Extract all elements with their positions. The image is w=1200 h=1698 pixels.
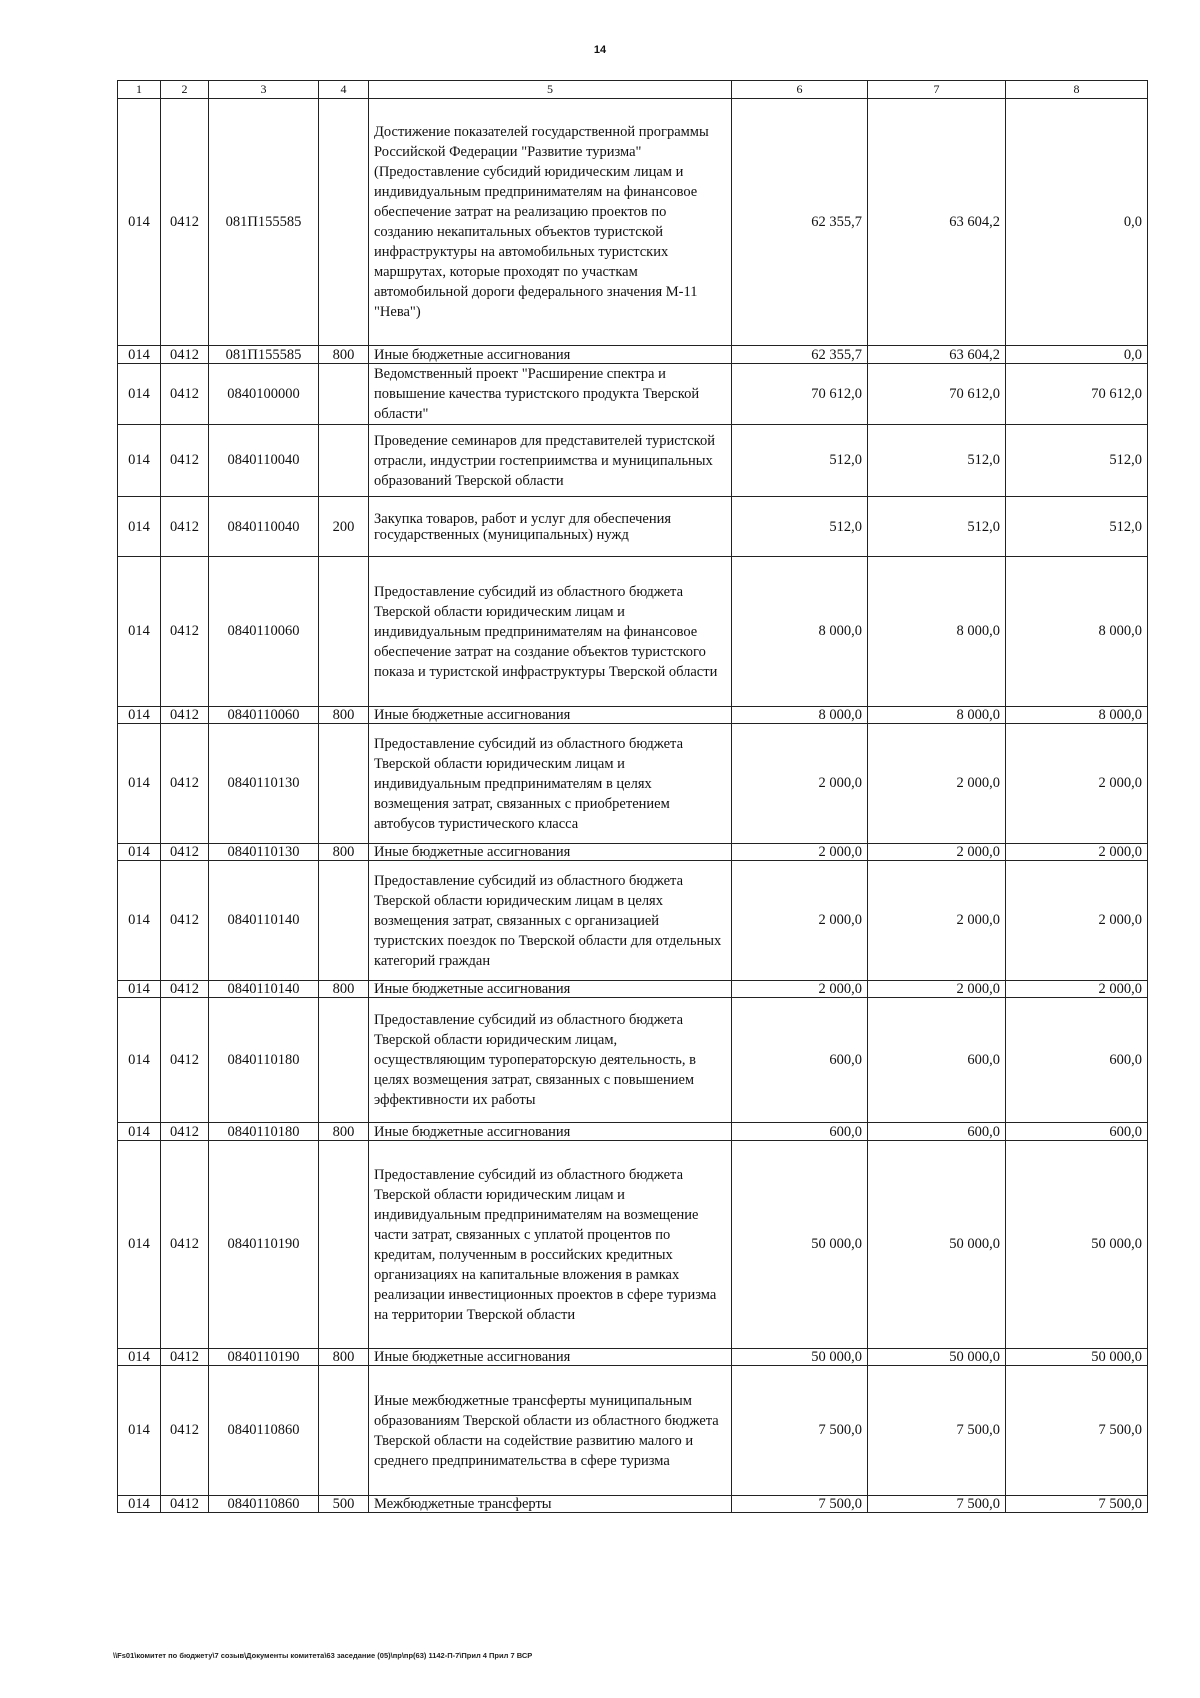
amount-col7-cell: 50 000,0 [868, 1141, 1006, 1349]
expense-type-cell: 500 [319, 1496, 369, 1513]
ministry-code-cell: 014 [118, 844, 161, 861]
amount-col8-cell: 50 000,0 [1006, 1349, 1148, 1366]
ministry-code-cell: 014 [118, 557, 161, 707]
amount-col8-cell: 70 612,0 [1006, 364, 1148, 425]
ministry-code-cell: 014 [118, 99, 161, 346]
section-code-cell: 0412 [161, 1496, 209, 1513]
description-cell: Закупка товаров, работ и услуг для обеспечения государственных (муниципальных) нужд [369, 497, 732, 557]
section-code-cell: 0412 [161, 99, 209, 346]
description-cell: Иные бюджетные ассигнования [369, 844, 732, 861]
section-code-cell: 0412 [161, 1366, 209, 1496]
column-header: 3 [209, 81, 319, 99]
ministry-code-cell: 014 [118, 1496, 161, 1513]
column-header: 4 [319, 81, 369, 99]
target-article-cell: 0840110040 [209, 497, 319, 557]
amount-col7-cell: 70 612,0 [868, 364, 1006, 425]
column-header: 2 [161, 81, 209, 99]
expense-type-cell [319, 724, 369, 844]
amount-col8-cell: 0,0 [1006, 346, 1148, 364]
amount-col6-cell: 62 355,7 [732, 99, 868, 346]
column-header: 7 [868, 81, 1006, 99]
ministry-code-cell: 014 [118, 346, 161, 364]
table-row [118, 1349, 1148, 1366]
description-cell: Иные бюджетные ассигнования [369, 707, 732, 724]
description-cell: Проведение семинаров для представителей туристской отрасли, индустрии гостеприимства и муниципальных образований Тверской области [369, 425, 732, 497]
amount-col7-cell: 63 604,2 [868, 99, 1006, 346]
ministry-code-cell: 014 [118, 1349, 161, 1366]
column-header: 5 [369, 81, 732, 99]
amount-col6-cell: 600,0 [732, 998, 868, 1123]
section-code-cell: 0412 [161, 1349, 209, 1366]
table-row [118, 346, 1148, 364]
column-header: 1 [118, 81, 161, 99]
expense-type-cell [319, 557, 369, 707]
expense-type-cell: 800 [319, 981, 369, 998]
description-cell: Иные бюджетные ассигнования [369, 1123, 732, 1141]
amount-col7-cell: 50 000,0 [868, 1349, 1006, 1366]
amount-col7-cell: 8 000,0 [868, 707, 1006, 724]
column-header: 6 [732, 81, 868, 99]
expense-type-cell: 800 [319, 1349, 369, 1366]
amount-col7-cell: 8 000,0 [868, 557, 1006, 707]
amount-col6-cell: 2 000,0 [732, 861, 868, 981]
section-code-cell: 0412 [161, 497, 209, 557]
table-row [118, 1141, 1148, 1349]
expense-type-cell [319, 998, 369, 1123]
section-code-cell: 0412 [161, 346, 209, 364]
target-article-cell: 0840110860 [209, 1496, 319, 1513]
ministry-code-cell: 014 [118, 998, 161, 1123]
amount-col6-cell: 62 355,7 [732, 346, 868, 364]
target-article-cell: 0840110180 [209, 1123, 319, 1141]
section-code-cell: 0412 [161, 707, 209, 724]
table-row [118, 557, 1148, 707]
ministry-code-cell: 014 [118, 425, 161, 497]
description-cell: Предоставление субсидий из областного бюджета Тверской области юридическим лицам в целях возмещения затрат, связанных с организацией туристских поездок по Тверской области для отдельных категорий граждан [369, 861, 732, 981]
description-cell: Предоставление субсидий из областного бюджета Тверской области юридическим лицам и индивидуальным предпринимателям на финансовое обеспечение затрат на создание объектов туристского показа и туристской инфраструктуры Тверской области [369, 557, 732, 707]
amount-col6-cell: 2 000,0 [732, 981, 868, 998]
amount-col7-cell: 2 000,0 [868, 844, 1006, 861]
amount-col7-cell: 512,0 [868, 497, 1006, 557]
ministry-code-cell: 014 [118, 724, 161, 844]
expense-type-cell [319, 1366, 369, 1496]
section-code-cell: 0412 [161, 364, 209, 425]
amount-col8-cell: 0,0 [1006, 99, 1148, 346]
amount-col8-cell: 2 000,0 [1006, 861, 1148, 981]
amount-col7-cell: 2 000,0 [868, 981, 1006, 998]
amount-col8-cell: 8 000,0 [1006, 557, 1148, 707]
description-cell: Предоставление субсидий из областного бюджета Тверской области юридическим лицам, осуществляющим туроператорскую деятельность, в целях возмещения затрат, связанных с повышением эффективности их работы [369, 998, 732, 1123]
target-article-cell: 0840110060 [209, 707, 319, 724]
budget-table [117, 80, 1148, 1513]
table-row [118, 1496, 1148, 1513]
amount-col6-cell: 50 000,0 [732, 1141, 868, 1349]
table-body [118, 99, 1148, 1513]
amount-col6-cell: 2 000,0 [732, 844, 868, 861]
amount-col6-cell: 7 500,0 [732, 1366, 868, 1496]
ministry-code-cell: 014 [118, 707, 161, 724]
amount-col8-cell: 600,0 [1006, 998, 1148, 1123]
section-code-cell: 0412 [161, 844, 209, 861]
amount-col8-cell: 7 500,0 [1006, 1366, 1148, 1496]
expense-type-cell [319, 1141, 369, 1349]
footer-file-path: \\Fs01\комитет по бюджету\7 созыв\Документы комитета\63 заседание (05)\пр\пр(63) 1142-П-7\Прил 4 Прил 7 ВСР [113, 1651, 533, 1660]
amount-col7-cell: 7 500,0 [868, 1496, 1006, 1513]
amount-col6-cell: 8 000,0 [732, 557, 868, 707]
amount-col6-cell: 50 000,0 [732, 1349, 868, 1366]
target-article-cell: 0840110140 [209, 981, 319, 998]
amount-col7-cell: 512,0 [868, 425, 1006, 497]
target-article-cell: 081П155585 [209, 346, 319, 364]
section-code-cell: 0412 [161, 425, 209, 497]
target-article-cell: 0840110190 [209, 1141, 319, 1349]
description-cell: Ведомственный проект "Расширение спектра и повышение качества туристского продукта Тверской области" [369, 364, 732, 425]
section-code-cell: 0412 [161, 998, 209, 1123]
table-row [118, 364, 1148, 425]
expense-type-cell: 800 [319, 1123, 369, 1141]
ministry-code-cell: 014 [118, 861, 161, 981]
amount-col8-cell: 2 000,0 [1006, 724, 1148, 844]
table-row [118, 1366, 1148, 1496]
amount-col6-cell: 8 000,0 [732, 707, 868, 724]
description-cell: Предоставление субсидий из областного бюджета Тверской области юридическим лицам и индивидуальным предпринимателям на возмещение части затрат, связанных с уплатой процентов по кредитам, полученным в российских кредитных организациях на капитальные вложения в рамках реализации инвестиционных проектов в сфере туризма на территории Тверской области [369, 1141, 732, 1349]
section-code-cell: 0412 [161, 1141, 209, 1349]
target-article-cell: 0840110190 [209, 1349, 319, 1366]
header-row [118, 81, 1148, 99]
target-article-cell: 0840110130 [209, 844, 319, 861]
amount-col7-cell: 7 500,0 [868, 1366, 1006, 1496]
amount-col6-cell: 512,0 [732, 425, 868, 497]
description-cell: Межбюджетные трансферты [369, 1496, 732, 1513]
table-row [118, 425, 1148, 497]
amount-col7-cell: 63 604,2 [868, 346, 1006, 364]
expense-type-cell [319, 861, 369, 981]
amount-col8-cell: 2 000,0 [1006, 844, 1148, 861]
amount-col7-cell: 600,0 [868, 1123, 1006, 1141]
amount-col7-cell: 600,0 [868, 998, 1006, 1123]
amount-col6-cell: 70 612,0 [732, 364, 868, 425]
ministry-code-cell: 014 [118, 1366, 161, 1496]
description-cell: Иные бюджетные ассигнования [369, 1349, 732, 1366]
table-row [118, 998, 1148, 1123]
table-row [118, 861, 1148, 981]
ministry-code-cell: 014 [118, 497, 161, 557]
table-row [118, 707, 1148, 724]
table-row [118, 724, 1148, 844]
target-article-cell: 0840110060 [209, 557, 319, 707]
amount-col8-cell: 8 000,0 [1006, 707, 1148, 724]
expense-type-cell: 800 [319, 844, 369, 861]
amount-col8-cell: 512,0 [1006, 425, 1148, 497]
target-article-cell: 0840110130 [209, 724, 319, 844]
description-cell: Иные бюджетные ассигнования [369, 981, 732, 998]
expense-type-cell [319, 364, 369, 425]
target-article-cell: 0840110040 [209, 425, 319, 497]
ministry-code-cell: 014 [118, 364, 161, 425]
amount-col6-cell: 600,0 [732, 1123, 868, 1141]
ministry-code-cell: 014 [118, 1141, 161, 1349]
description-cell: Предоставление субсидий из областного бюджета Тверской области юридическим лицам и индивидуальным предпринимателям в целях возмещения затрат, связанных с приобретением автобусов туристического класса [369, 724, 732, 844]
target-article-cell: 0840110180 [209, 998, 319, 1123]
table-row [118, 844, 1148, 861]
amount-col6-cell: 7 500,0 [732, 1496, 868, 1513]
amount-col8-cell: 600,0 [1006, 1123, 1148, 1141]
section-code-cell: 0412 [161, 861, 209, 981]
expense-type-cell: 800 [319, 707, 369, 724]
amount-col8-cell: 7 500,0 [1006, 1496, 1148, 1513]
amount-col7-cell: 2 000,0 [868, 724, 1006, 844]
expense-type-cell [319, 425, 369, 497]
target-article-cell: 0840110860 [209, 1366, 319, 1496]
amount-col8-cell: 2 000,0 [1006, 981, 1148, 998]
table-row [118, 1123, 1148, 1141]
description-cell: Иные бюджетные ассигнования [369, 346, 732, 364]
page-number: 14 [593, 44, 607, 56]
amount-col7-cell: 2 000,0 [868, 861, 1006, 981]
amount-col6-cell: 2 000,0 [732, 724, 868, 844]
ministry-code-cell: 014 [118, 1123, 161, 1141]
table-row [118, 981, 1148, 998]
section-code-cell: 0412 [161, 981, 209, 998]
amount-col8-cell: 512,0 [1006, 497, 1148, 557]
expense-type-cell: 200 [319, 497, 369, 557]
expense-type-cell: 800 [319, 346, 369, 364]
section-code-cell: 0412 [161, 724, 209, 844]
section-code-cell: 0412 [161, 1123, 209, 1141]
expense-type-cell [319, 99, 369, 346]
table-row [118, 497, 1148, 557]
target-article-cell: 0840110140 [209, 861, 319, 981]
description-cell: Достижение показателей государственной программы Российской Федерации "Развитие туризма" (Предоставление субсидий юридическим лицам и индивидуальным предпринимателям на финансовое обеспечение затрат на реализацию проектов по созданию некапитальных объектов туристской инфраструктуры на автомобильных туристских маршрутах, которые проходят по участкам автомобильной дороги федерального значения М-11 "Нева") [369, 99, 732, 346]
amount-col8-cell: 50 000,0 [1006, 1141, 1148, 1349]
amount-col6-cell: 512,0 [732, 497, 868, 557]
description-cell: Иные межбюджетные трансферты муниципальным образованиям Тверской области из областного бюджета Тверской области на содействие развитию малого и среднего предпринимательства в сфере туризма [369, 1366, 732, 1496]
target-article-cell: 081П155585 [209, 99, 319, 346]
section-code-cell: 0412 [161, 557, 209, 707]
ministry-code-cell: 014 [118, 981, 161, 998]
column-header: 8 [1006, 81, 1148, 99]
target-article-cell: 0840100000 [209, 364, 319, 425]
table-row [118, 99, 1148, 346]
